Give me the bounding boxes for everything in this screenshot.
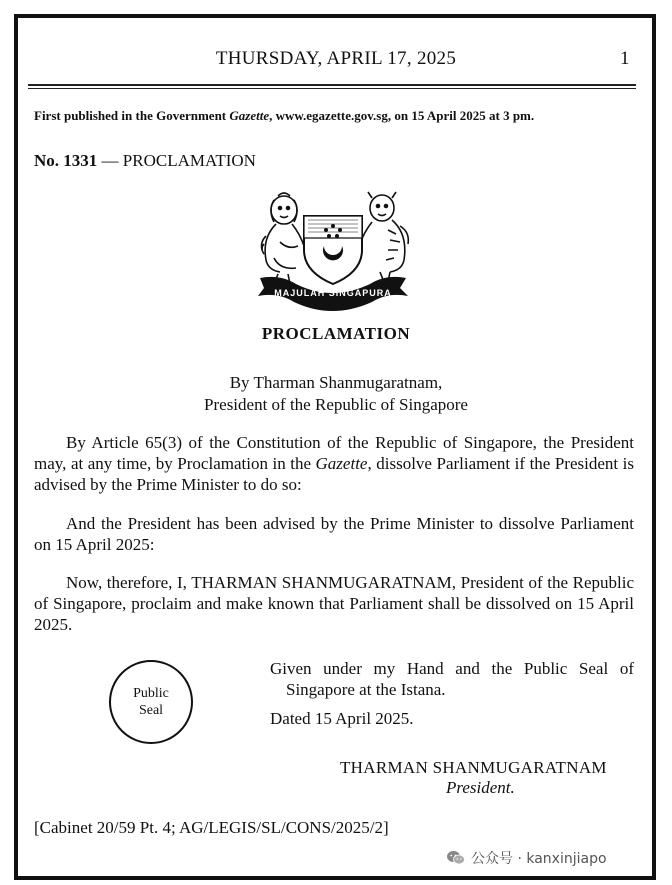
tiger-supporter-icon	[360, 192, 408, 282]
proclamation-number-label: — PROCLAMATION	[97, 151, 256, 170]
proclamation-number	[34, 151, 256, 171]
shield-icon	[304, 216, 362, 284]
cabinet-reference: [Cabinet 20/59 Pt. 4; AG/LEGIS/SL/CONS/2025/2]	[34, 818, 389, 837]
seal-line-2: Seal	[138, 703, 164, 718]
publication-gazette: Gazette	[229, 108, 270, 123]
paragraph-article-after: , dissolve Parliament if the President is advised by the Prime Minister to do so:	[34, 454, 634, 494]
paragraph-advised: And the President has been advised by the Prime Minister to dissolve Parliament on 15 April 2025:	[34, 514, 634, 554]
publication-notice	[34, 108, 534, 124]
paragraph-article-before: By Article 65(3) of the Constitution of the Republic of Singapore, the President may, at any time, by Proclamation in the	[34, 433, 634, 473]
proclamation-title: PROCLAMATION	[261, 324, 411, 343]
paragraph-proclaim: Now, therefore, I, THARMAN SHANMUGARATNAM, President of the Republic of Singapore, proclaim and make known that Parliament shall be dissolved on 15 April 2025.	[34, 573, 634, 634]
watermark	[446, 848, 607, 868]
page-number: 1	[620, 48, 630, 69]
by-line-office: President of the Republic of Singapore	[204, 395, 468, 414]
given-line-2: Singapore at the Istana.	[286, 680, 446, 699]
wechat-icon	[446, 850, 466, 866]
public-seal	[109, 660, 193, 744]
paragraph-article	[34, 432, 634, 495]
by-line	[0, 372, 672, 416]
crest-motto: MAJULAH SINGAPURA	[274, 288, 392, 298]
publication-prefix: First published in the Government	[34, 108, 230, 123]
by-line-name: By Tharman Shanmugaratnam,	[229, 373, 443, 392]
paragraph-article-gazette: Gazette	[315, 454, 368, 473]
publication-suffix: , www.egazette.gov.sg, on 15 April 2025 at 3 pm.	[269, 108, 535, 123]
singapore-coat-of-arms-icon	[254, 186, 412, 314]
seal-line-1: Public	[133, 686, 169, 701]
given-under-hand	[270, 658, 634, 700]
signer-name: THARMAN SHANMUGARATNAM	[340, 758, 607, 777]
proclamation-number-value: No. 1331	[34, 151, 98, 170]
given-line-1: Given under my Hand and the Public Seal of	[270, 659, 634, 678]
header-date: THURSDAY, APRIL 17, 2025	[215, 48, 457, 69]
header-rule-thin	[28, 88, 636, 89]
signer-title: President.	[446, 778, 515, 797]
watermark-text: 公众号 · kanxinjiapo	[471, 851, 607, 867]
dated-line: Dated 15 April 2025.	[270, 709, 414, 728]
header-rule-thick	[28, 84, 636, 86]
lion-supporter-icon	[262, 193, 305, 284]
